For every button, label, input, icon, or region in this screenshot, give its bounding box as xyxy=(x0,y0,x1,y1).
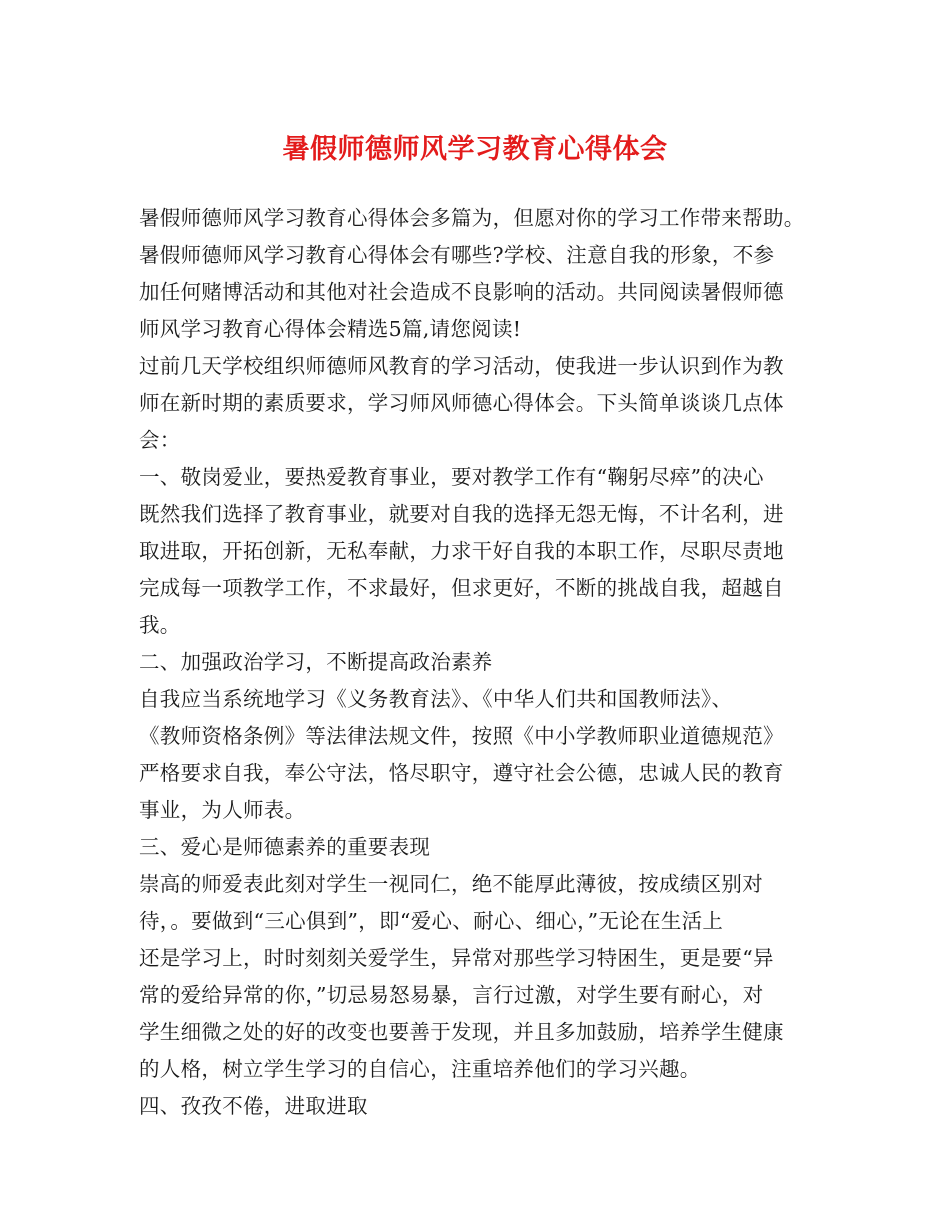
body-line: 会： xyxy=(139,428,181,452)
body-line: 事业，为人师表。 xyxy=(139,798,306,822)
body-line: 的人格，树立学生学习的自信心，注重培养他们的学习兴趣。 xyxy=(139,1057,701,1081)
body-line: 我。 xyxy=(139,613,181,637)
section-heading-1: 一、敬岗爱业，要热爱教育事业，要对教学工作有“鞠躬尽瘁”的决心 xyxy=(139,465,764,489)
body-line: 学生细微之处的好的改变也要善于发现，并且多加鼓励，培养学生健康 xyxy=(139,1020,784,1044)
body-line: 自我应当系统地学习《义务教育法》、《中华人们共和国教师法》、 xyxy=(139,687,733,711)
body-line: 崇高的师爱表此刻对学生一视同仁，绝不能厚此薄彼，按成绩区别对 xyxy=(139,872,763,896)
body-line: 暑假师德师风学习教育心得体会多篇为，但愿对你的学习工作带来帮助。 xyxy=(139,206,805,230)
section-heading-3: 三、爱心是师德素养的重要表现 xyxy=(139,835,431,859)
body-line: 常的爱给异常的你，”切忌易怒易暴，言行过激，对学生要有耐心，对 xyxy=(139,983,764,1007)
body-line: 师在新时期的素质要求，学习师风师德心得体会。下头简单谈谈几点体 xyxy=(139,391,784,415)
body-line: 严格要求自我，奉公守法，恪尽职守，遵守社会公德，忠诚人民的教育 xyxy=(139,761,784,785)
body-line: 既然我们选择了教育事业，就要对自我的选择无怨无悔，不计名利，进 xyxy=(139,502,784,526)
body-line: 还是学习上，时时刻刻关爱学生，异常对那些学习特困生，更是要“异 xyxy=(139,946,774,970)
body-line: 师风学习教育心得体会精选5篇,请您阅读! xyxy=(139,317,522,341)
document-body xyxy=(139,200,829,1125)
body-line: 待，。要做到“三心俱到”，即“爱心、耐心、细心，”无论在生活上 xyxy=(139,909,724,933)
body-line: 完成每一项教学工作，不求最好，但求更好，不断的挑战自我，超越自 xyxy=(139,576,784,600)
document-title: 暑假师德师风学习教育心得体会 xyxy=(282,134,668,165)
body-line: 过前几天学校组织师德师风教育的学习活动，使我进一步认识到作为教 xyxy=(139,354,784,378)
body-line: 取进取，开拓创新，无私奉献，力求干好自我的本职工作，尽职尽责地 xyxy=(139,539,784,563)
body-line: 加任何赌博活动和其他对社会造成不良影响的活动。共同阅读暑假师德 xyxy=(139,280,784,304)
body-line: 《教师资格条例》等法律法规文件，按照《中小学教师职业道德规范》 xyxy=(139,724,784,748)
body-line: 暑假师德师风学习教育心得体会有哪些?学校、注意自我的形象，不参 xyxy=(139,243,775,267)
section-heading-4: 四、孜孜不倦，进取进取 xyxy=(139,1094,368,1118)
section-heading-2: 二、加强政治学习，不断提高政治素养 xyxy=(139,650,493,674)
